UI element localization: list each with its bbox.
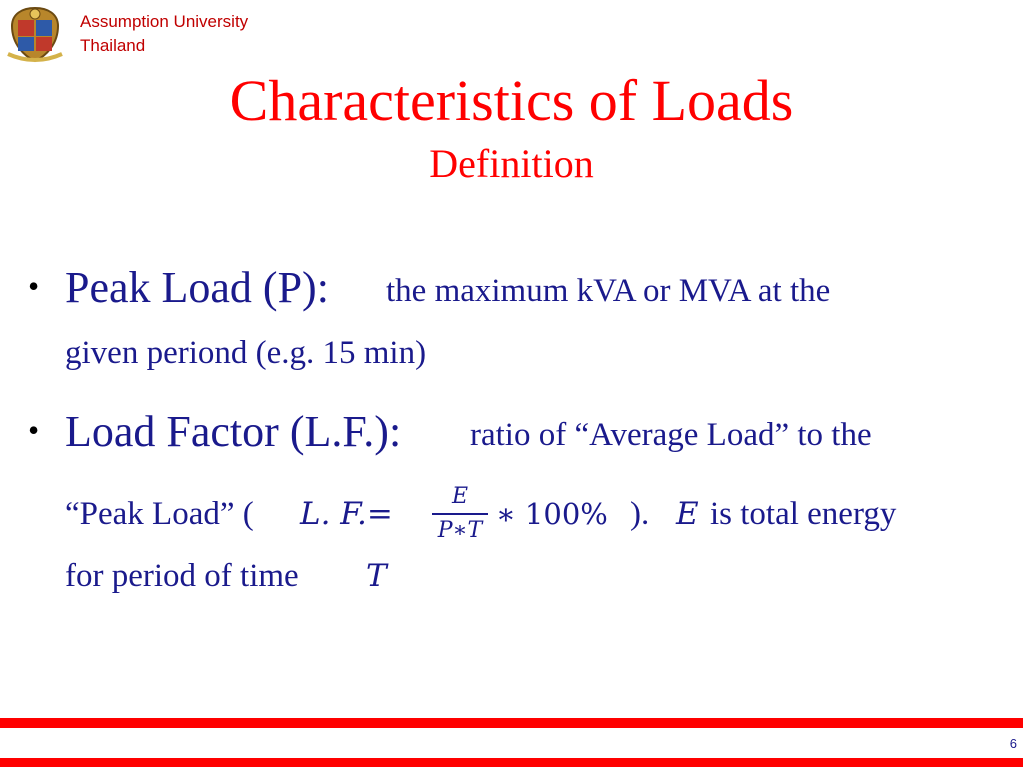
- peak-load-definition-line1: the maximum kVA or MVA at the: [386, 273, 831, 309]
- lf-fraction-bar: [432, 513, 488, 515]
- load-factor-line3-prefix: for period of time: [65, 558, 299, 594]
- lf-fraction: [432, 484, 488, 544]
- bullet-2-marker: •: [28, 412, 40, 448]
- footer-stripe-top: [0, 718, 1023, 728]
- footer-stripe-bottom: [0, 758, 1023, 767]
- lf-times-percent: ∗ 100%: [496, 497, 608, 531]
- page-number: 6: [1009, 736, 1017, 751]
- load-factor-term: Load Factor (L.F.):: [65, 407, 402, 456]
- lf-formula-lhs: L. F.=: [300, 496, 393, 532]
- load-factor-definition-line1: ratio of “Average Load” to the: [470, 417, 872, 453]
- peak-load-term: Peak Load (P):: [65, 263, 329, 312]
- university-name-line2: Thailand: [80, 36, 146, 55]
- slide-subtitle: Definition: [429, 141, 594, 186]
- slide-title: Characteristics of Loads: [229, 68, 794, 133]
- load-factor-line2-suffix: is total energy: [710, 496, 897, 532]
- load-factor-line2-prefix: “Peak Load” (: [65, 496, 254, 532]
- bullet-1-marker: •: [28, 268, 40, 304]
- university-crest-icon: [4, 4, 66, 64]
- peak-load-definition-line2: given periond (e.g. 15 min): [65, 335, 427, 371]
- lf-formula-close: ).: [630, 496, 650, 532]
- energy-variable: E: [676, 496, 699, 532]
- lf-fraction-denominator: P∗T: [437, 518, 483, 543]
- lf-fraction-numerator: E: [451, 484, 469, 509]
- time-variable: T: [366, 558, 387, 594]
- university-name: [80, 10, 248, 58]
- university-name-line1: Assumption University: [80, 12, 249, 31]
